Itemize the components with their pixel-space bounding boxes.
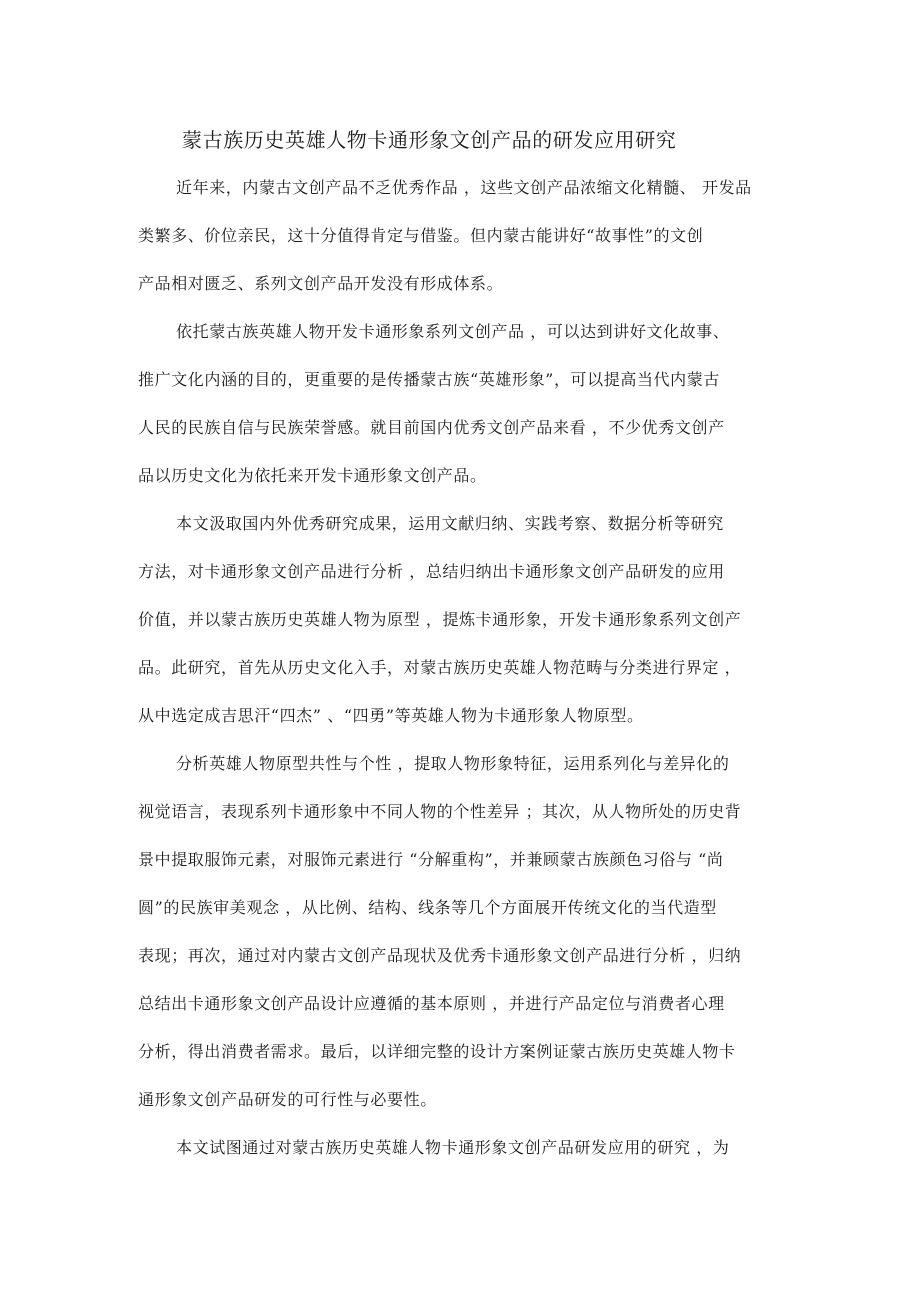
text-line: 视觉语言，表现系列卡通形象中不同人物的个性差异 ；其次，从人物所处的历史背: [138, 802, 742, 821]
text-line: 品。此研究，首先从历史文化入手，对蒙古族历史英雄人物范畴与分类进行界定 ，: [138, 658, 742, 677]
text-line: 类繁多、价位亲民，这十分值得肯定与借鉴。但内蒙古能讲好“故事性”的文创: [138, 226, 704, 245]
text-line: 依托蒙古族英雄人物开发卡通形象系列文创产品 ，可以达到讲好文化故事、: [176, 322, 730, 341]
text-line: 价值，并以蒙古族历史英雄人物为原型 ，提炼卡通形象，开发卡通形象系列文创产: [138, 610, 742, 629]
text-line: 近年来，内蒙古文创产品不乏优秀作品 ，这些文创产品浓缩文化精髓、 开发品: [176, 178, 752, 197]
text-line: 景中提取服饰元素，对服饰元素进行 “分解重构”，并兼顾蒙古族颜色习俗与 “尚: [138, 850, 724, 869]
text-line: 品以历史文化为依托来开发卡通形象文创产品。: [138, 466, 487, 485]
text-line: 推广文化内涵的目的，更重要的是传播蒙古族“英雄形象”，可以提高当代内蒙古: [138, 370, 720, 389]
text-line: 本文试图通过对蒙古族历史英雄人物卡通形象文创产品研发应用的研究 ，为: [176, 1138, 730, 1157]
text-line: 总结出卡通形象文创产品设计应遵循的基本原则 ，并进行产品定位与消费者心理: [138, 994, 725, 1013]
text-line: 圆”的民族审美观念 ，从比例、结构、线条等几个方面展开传统文化的当代造型: [138, 898, 717, 917]
text-line: 通形象文创产品研发的可行性与必要性。: [138, 1090, 437, 1109]
text-line: 分析，得出消费者需求。最后，以详细完整的设计方案例证蒙古族历史英雄人物卡: [138, 1042, 736, 1061]
text-line: 产品相对匮乏、系列文创产品开发没有形成体系。: [138, 274, 504, 293]
text-line: 本文汲取国内外优秀研究成果，运用文献归纳、实践考察、数据分析等研究: [176, 514, 724, 533]
text-line: 从中选定成吉思汗“四杰” 、“四勇”等英雄人物为卡通形象人物原型。: [138, 706, 644, 725]
text-line: 分析英雄人物原型共性与个性 ，提取人物形象特征，运用系列化与差异化的: [176, 754, 730, 773]
text-line: 方法，对卡通形象文创产品进行分析 ，总结归纳出卡通形象文创产品研发的应用: [138, 562, 725, 581]
text-line: 人民的民族自信与民族荣誉感。就目前国内优秀文创产品来看 ，不少优秀文创产: [138, 418, 725, 437]
text-line: 表现；再次，通过对内蒙古文创产品现状及优秀卡通形象文创产品进行分析 ，归纳: [138, 946, 742, 965]
document-title: 蒙古族历史英雄人物卡通形象文创产品的研发应用研究: [182, 128, 677, 152]
